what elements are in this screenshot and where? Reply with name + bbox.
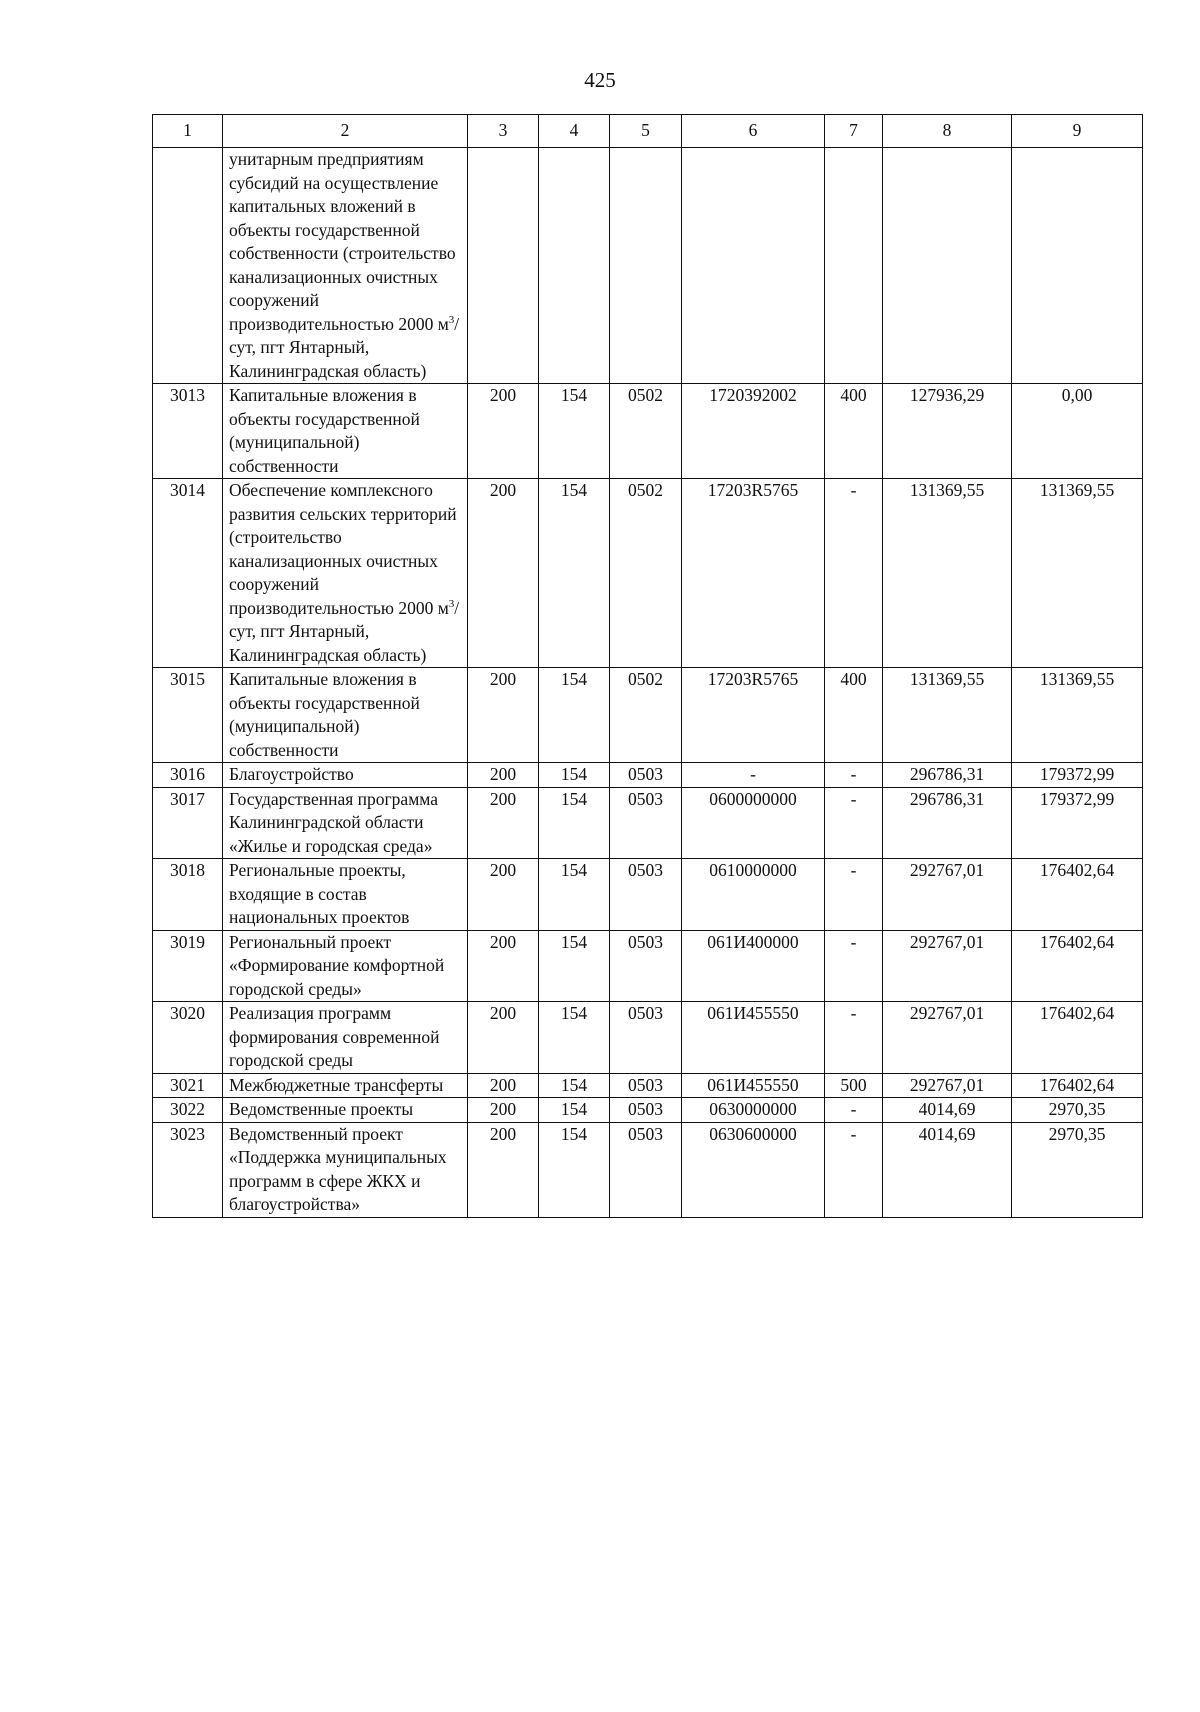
section-code-cell: 0503 bbox=[610, 930, 682, 1002]
cell-col9 bbox=[1012, 148, 1143, 384]
col-header-9: 9 bbox=[1012, 115, 1143, 148]
amount-cell-9: 179372,99 bbox=[1012, 787, 1143, 859]
table-row bbox=[153, 859, 1143, 931]
amount-cell-9: 131369,55 bbox=[1012, 479, 1143, 668]
expense-type-cell: - bbox=[825, 787, 883, 859]
amount-cell-9: 2970,35 bbox=[1012, 1098, 1143, 1123]
target-code-cell: 061И455550 bbox=[682, 1073, 825, 1098]
amount-cell-8: 292767,01 bbox=[883, 1002, 1012, 1074]
superscript: 3 bbox=[448, 313, 455, 326]
section-code-cell: 0503 bbox=[610, 1002, 682, 1074]
target-code-cell: 17203R5765 bbox=[682, 668, 825, 763]
target-code-cell: 061И455550 bbox=[682, 1002, 825, 1074]
row-number-cell: 3018 bbox=[153, 859, 223, 931]
row-name-cell: Ведомственный проект «Поддержка муниципальных программ в сфере ЖКХ и благоустройства» bbox=[223, 1122, 468, 1217]
row-number-cell: 3022 bbox=[153, 1098, 223, 1123]
table-row bbox=[153, 763, 1143, 788]
target-code-cell: 1720392002 bbox=[682, 384, 825, 479]
row-number-cell: 3017 bbox=[153, 787, 223, 859]
table-row bbox=[153, 1002, 1143, 1074]
row-name-cell: Межбюджетные трансферты bbox=[223, 1073, 468, 1098]
expense-type-cell: - bbox=[825, 1122, 883, 1217]
amount-cell-9: 176402,64 bbox=[1012, 1073, 1143, 1098]
ved-code-cell: 154 bbox=[539, 763, 610, 788]
col-header-1: 1 bbox=[153, 115, 223, 148]
row-number-cell: 3013 bbox=[153, 384, 223, 479]
table-row bbox=[153, 1073, 1143, 1098]
page-number: 425 bbox=[584, 68, 616, 92]
table-row bbox=[153, 787, 1143, 859]
row-name-cell bbox=[223, 148, 468, 384]
ved-code-cell: 154 bbox=[539, 1122, 610, 1217]
amount-cell-9: 176402,64 bbox=[1012, 859, 1143, 931]
grbs-code-cell: 200 bbox=[468, 1002, 539, 1074]
amount-cell-8: 296786,31 bbox=[883, 763, 1012, 788]
row-number-cell: 3021 bbox=[153, 1073, 223, 1098]
ved-code-cell: 154 bbox=[539, 930, 610, 1002]
amount-cell-8: 4014,69 bbox=[883, 1122, 1012, 1217]
section-code-cell: 0503 bbox=[610, 859, 682, 931]
target-code-cell: 0610000000 bbox=[682, 859, 825, 931]
row-name-cell: Капитальные вложения в объекты государственной (муниципальной) собственности bbox=[223, 668, 468, 763]
col-header-4: 4 bbox=[539, 115, 610, 148]
row-number-cell: 3020 bbox=[153, 1002, 223, 1074]
section-code-cell: 0503 bbox=[610, 763, 682, 788]
amount-cell-8: 4014,69 bbox=[883, 1098, 1012, 1123]
target-code-cell: 0630600000 bbox=[682, 1122, 825, 1217]
ved-code-cell: 154 bbox=[539, 859, 610, 931]
ved-code-cell: 154 bbox=[539, 787, 610, 859]
amount-cell-8: 131369,55 bbox=[883, 479, 1012, 668]
grbs-code-cell: 200 bbox=[468, 930, 539, 1002]
budget-table bbox=[152, 114, 1143, 1218]
ved-code-cell: 154 bbox=[539, 1098, 610, 1123]
row-number-cell: 3015 bbox=[153, 668, 223, 763]
cell-col8 bbox=[883, 148, 1012, 384]
cell-col4 bbox=[539, 148, 610, 384]
amount-cell-9: 176402,64 bbox=[1012, 930, 1143, 1002]
amount-cell-8: 131369,55 bbox=[883, 668, 1012, 763]
grbs-code-cell: 200 bbox=[468, 479, 539, 668]
row-number-cell: 3014 bbox=[153, 479, 223, 668]
col-header-5: 5 bbox=[610, 115, 682, 148]
row-name-cell: Региональный проект «Формирование комфортной городской среды» bbox=[223, 930, 468, 1002]
grbs-code-cell: 200 bbox=[468, 859, 539, 931]
ved-code-cell: 154 bbox=[539, 1073, 610, 1098]
col-header-3: 3 bbox=[468, 115, 539, 148]
superscript: 3 bbox=[448, 597, 455, 610]
row-name-cell: Ведомственные проекты bbox=[223, 1098, 468, 1123]
col-header-6: 6 bbox=[682, 115, 825, 148]
expense-type-cell: - bbox=[825, 1098, 883, 1123]
row-name-cell bbox=[223, 479, 468, 668]
row-name-text-tail: /сут, пгт Янтарный, Калининградская область) bbox=[229, 313, 460, 381]
table-row bbox=[153, 1122, 1143, 1217]
col-header-2: 2 bbox=[223, 115, 468, 148]
row-name-text: унитарным предприятиям субсидий на осуществление капитальных вложений в объекты государственной собственности (строительство канализационных очистных сооружений производительностью 2000 м bbox=[229, 149, 456, 334]
section-code-cell: 0502 bbox=[610, 479, 682, 668]
amount-cell-9: 176402,64 bbox=[1012, 1002, 1143, 1074]
expense-type-cell: 500 bbox=[825, 1073, 883, 1098]
ved-code-cell: 154 bbox=[539, 668, 610, 763]
grbs-code-cell: 200 bbox=[468, 668, 539, 763]
section-code-cell: 0502 bbox=[610, 668, 682, 763]
expense-type-cell: - bbox=[825, 859, 883, 931]
grbs-code-cell: 200 bbox=[468, 384, 539, 479]
target-code-cell: 0600000000 bbox=[682, 787, 825, 859]
expense-type-cell: - bbox=[825, 479, 883, 668]
section-code-cell: 0503 bbox=[610, 787, 682, 859]
table-row bbox=[153, 930, 1143, 1002]
expense-type-cell: - bbox=[825, 1002, 883, 1074]
row-number-cell: 3016 bbox=[153, 763, 223, 788]
target-code-cell: 0630000000 bbox=[682, 1098, 825, 1123]
row-name-cell: Региональные проекты, входящие в состав национальных проектов bbox=[223, 859, 468, 931]
ved-code-cell: 154 bbox=[539, 1002, 610, 1074]
amount-cell-8: 296786,31 bbox=[883, 787, 1012, 859]
section-code-cell: 0502 bbox=[610, 384, 682, 479]
amount-cell-9: 131369,55 bbox=[1012, 668, 1143, 763]
row-name-text-tail: /сут, пгт Янтарный, Калининградская область) bbox=[229, 597, 460, 665]
amount-cell-9: 2970,35 bbox=[1012, 1122, 1143, 1217]
section-code-cell: 0503 bbox=[610, 1098, 682, 1123]
target-code-cell: 17203R5765 bbox=[682, 479, 825, 668]
amount-cell-8: 292767,01 bbox=[883, 1073, 1012, 1098]
amount-cell-8: 292767,01 bbox=[883, 930, 1012, 1002]
section-code-cell: 0503 bbox=[610, 1122, 682, 1217]
cell-col3 bbox=[468, 148, 539, 384]
row-number-cell bbox=[153, 148, 223, 384]
table-row bbox=[153, 1098, 1143, 1123]
row-number-cell: 3023 bbox=[153, 1122, 223, 1217]
grbs-code-cell: 200 bbox=[468, 787, 539, 859]
amount-cell-8: 292767,01 bbox=[883, 859, 1012, 931]
row-number-cell: 3019 bbox=[153, 930, 223, 1002]
table-row bbox=[153, 668, 1143, 763]
expense-type-cell: 400 bbox=[825, 384, 883, 479]
cell-col5 bbox=[610, 148, 682, 384]
row-name-cell: Реализация программ формирования современной городской среды bbox=[223, 1002, 468, 1074]
table-row-continuation bbox=[153, 148, 1143, 384]
expense-type-cell: - bbox=[825, 930, 883, 1002]
table-row bbox=[153, 479, 1143, 668]
cell-col6 bbox=[682, 148, 825, 384]
amount-cell-9: 179372,99 bbox=[1012, 763, 1143, 788]
table-row bbox=[153, 384, 1143, 479]
section-code-cell: 0503 bbox=[610, 1073, 682, 1098]
row-name-cell: Капитальные вложения в объекты государственной (муниципальной) собственности bbox=[223, 384, 468, 479]
amount-cell-8: 127936,29 bbox=[883, 384, 1012, 479]
row-name-cell: Государственная программа Калининградской области «Жилье и городская среда» bbox=[223, 787, 468, 859]
amount-cell-9: 0,00 bbox=[1012, 384, 1143, 479]
row-name-text: Обеспечение комплексного развития сельских территорий (строительство канализационных очистных сооружений производительностью 2000 м bbox=[229, 480, 457, 618]
cell-col7 bbox=[825, 148, 883, 384]
ved-code-cell: 154 bbox=[539, 384, 610, 479]
grbs-code-cell: 200 bbox=[468, 1073, 539, 1098]
target-code-cell: 061И400000 bbox=[682, 930, 825, 1002]
grbs-code-cell: 200 bbox=[468, 1122, 539, 1217]
col-header-7: 7 bbox=[825, 115, 883, 148]
grbs-code-cell: 200 bbox=[468, 763, 539, 788]
expense-type-cell: 400 bbox=[825, 668, 883, 763]
target-code-cell: - bbox=[682, 763, 825, 788]
grbs-code-cell: 200 bbox=[468, 1098, 539, 1123]
ved-code-cell: 154 bbox=[539, 479, 610, 668]
row-name-cell: Благоустройство bbox=[223, 763, 468, 788]
col-header-8: 8 bbox=[883, 115, 1012, 148]
table-header-row bbox=[153, 115, 1143, 148]
expense-type-cell: - bbox=[825, 763, 883, 788]
